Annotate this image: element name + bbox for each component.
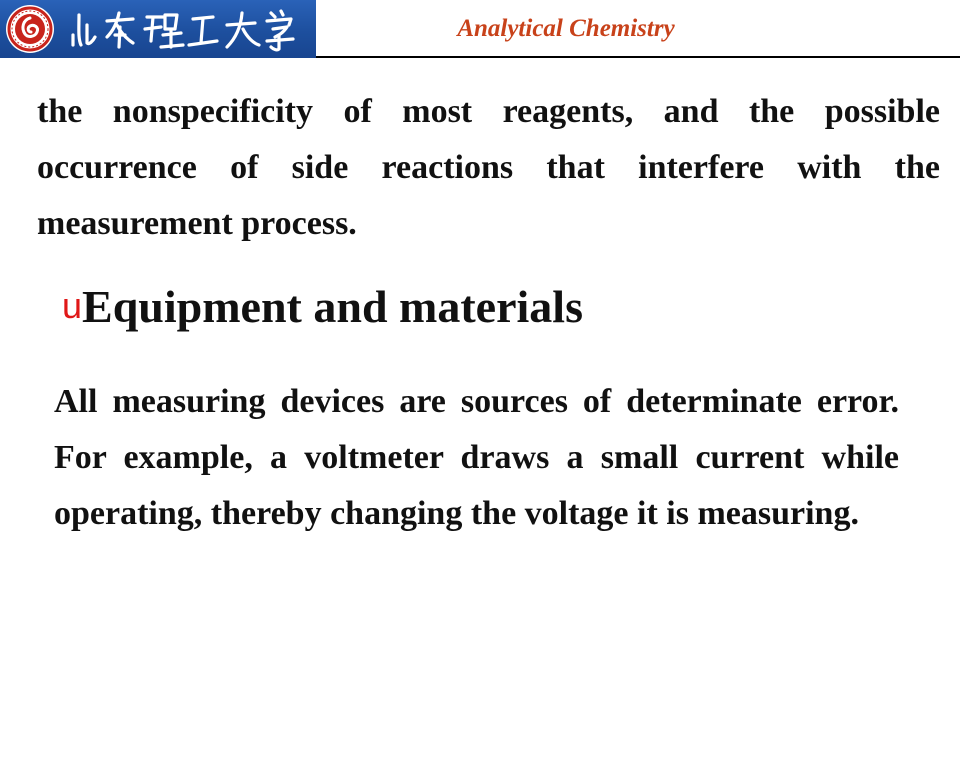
section-heading [62,278,922,335]
course-title: Analytical Chemistry [457,15,675,42]
university-seal-icon [5,4,55,54]
paragraph-equipment: All measuring devices are sources of determinate error. For example, a voltmeter draws a small current while operating, thereby changing the voltage it is measuring. [54,383,899,532]
bullet-icon: u [62,285,83,326]
header-divider [316,56,960,58]
university-logo-banner [0,0,316,58]
paragraph-continuation: the nonspecificity of most reagents, and the possible occurrence of side reactions that interfere with the measurement process. [37,93,940,242]
section-heading-text: Equipment and materials [82,281,583,332]
slide-header [0,0,960,58]
university-name-calligraphy-icon [67,5,297,53]
